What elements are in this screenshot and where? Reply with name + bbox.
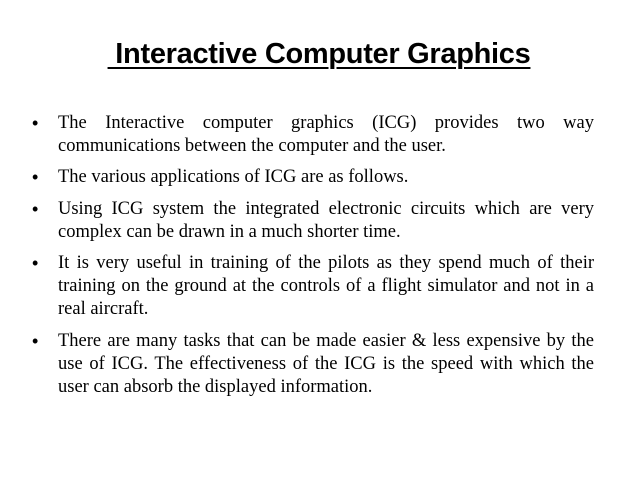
bullet-item [32, 112, 594, 158]
bullet-icon: • [32, 198, 39, 219]
bullet-icon: • [32, 167, 39, 188]
bullet-item [32, 252, 594, 322]
bullet-text: There are many tasks that can be made easier & less expensive by the use of ICG. The effectiveness of the ICG is the speed with which the user can absorb the displayed information. [58, 330, 594, 398]
bullet-list [32, 112, 594, 407]
bullet-text: It is very useful in training of the pilots as they spend much of their training on the ground at the controls of a flight simulator and not in a real aircraft. [58, 253, 594, 320]
bullet-text: Using ICG system the integrated electronic circuits which are very complex can be drawn in a much shorter time. [58, 198, 594, 242]
bullet-icon: • [32, 113, 39, 133]
bullet-icon: • [32, 330, 39, 351]
bullet-item [32, 198, 594, 244]
bullet-item [32, 330, 594, 400]
bullet-icon: • [32, 253, 39, 274]
slide-title [0, 34, 638, 74]
bullet-text: The Interactive computer graphics (ICG) provides two way communications between the computer and the user. [58, 113, 594, 157]
bullet-text: The various applications of ICG are as follows. [58, 167, 409, 188]
slide-title-text: Interactive Computer Graphics [107, 38, 531, 70]
bullet-item [32, 166, 594, 189]
